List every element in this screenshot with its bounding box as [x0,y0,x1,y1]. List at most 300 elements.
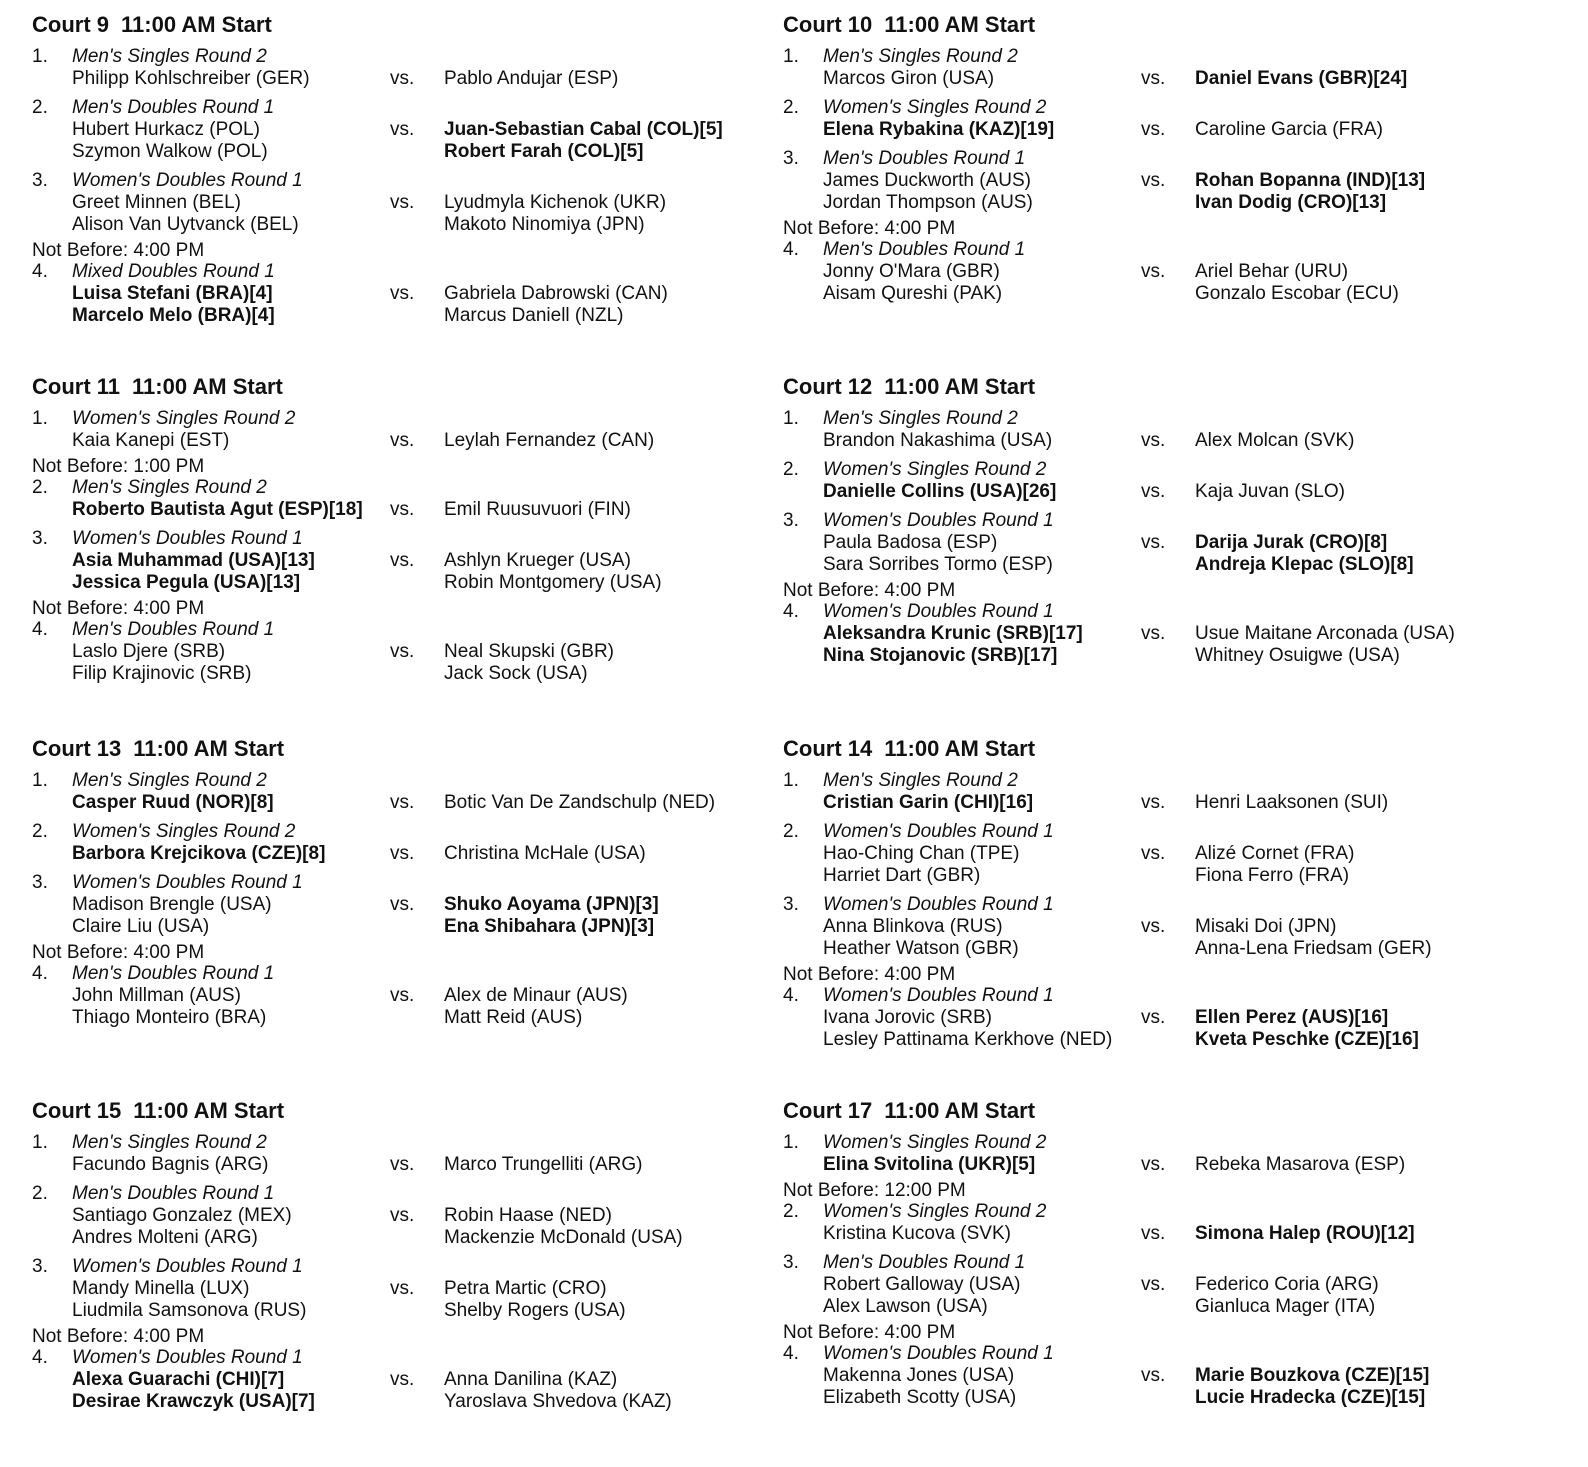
team-a [823,1007,1112,1051]
matchup [32,843,792,865]
player-name: Makoto Ninomiya (JPN) [444,214,645,235]
team-a [823,430,1052,452]
matchup [32,283,792,327]
matchup [32,430,792,452]
match-header [783,459,1543,481]
court-start-time: 11:00 AM Start [132,374,283,399]
match-number: 2. [32,97,48,118]
event-name: Men's Doubles Round 1 [72,619,275,640]
seeded-player-name: Elina Svitolina (UKR)[5] [823,1154,1036,1175]
seeded-player-name: Desirae Krawczyk (USA)[7] [72,1391,315,1412]
matchup [32,985,792,1029]
player-name: Madison Brengle (USA) [72,894,272,915]
event-name: Women's Doubles Round 1 [823,1343,1054,1364]
match-header [783,1201,1543,1223]
player-name: Andres Molteni (ARG) [72,1227,258,1248]
player-name: Petra Martic (CRO) [444,1278,607,1299]
match-number: 1. [32,46,48,67]
versus-label: vs. [390,550,415,571]
team-a [72,68,310,90]
matchup [32,192,792,236]
player-name: Leylah Fernandez (CAN) [444,430,655,451]
player-name: John Millman (AUS) [72,985,241,1006]
player-name: Robin Haase (NED) [444,1205,612,1226]
match-number: 3. [783,148,799,169]
team-b [1195,916,1432,960]
event-name: Women's Doubles Round 1 [72,872,303,893]
match-entry [32,963,792,1029]
team-b [1195,1007,1419,1051]
match-entry [783,1252,1543,1318]
team-a [823,843,1019,887]
matchup [783,481,1543,503]
matchup [32,1205,792,1249]
court-name: Court 10 [783,12,873,37]
seeded-player-name: Roberto Bautista Agut (ESP)[18] [72,499,363,520]
court-name: Court 9 [32,12,109,37]
match-entry [32,872,792,938]
match-entry [783,1201,1543,1245]
match-entry [783,459,1543,503]
matchup [783,843,1543,887]
player-name: Marcos Giron (USA) [823,68,995,89]
court-block [32,374,792,692]
match-header [32,170,792,192]
player-name: Greet Minnen (BEL) [72,192,241,213]
versus-label: vs. [1141,430,1166,451]
player-name: Alizé Cornet (FRA) [1195,843,1355,864]
player-name: Hubert Hurkacz (POL) [72,119,260,140]
player-name: Heather Watson (GBR) [823,938,1019,959]
versus-label: vs. [1141,532,1166,553]
versus-label: vs. [390,843,415,864]
seeded-player-name: Ivan Dodig (CRO)[13] [1195,192,1387,213]
matchup [32,641,792,685]
team-b [1195,1274,1379,1318]
event-name: Women's Singles Round 2 [823,1132,1047,1153]
team-b [444,1205,683,1249]
event-name: Men's Doubles Round 1 [72,1183,275,1204]
match-number: 1. [783,770,799,791]
team-b [1195,261,1399,305]
player-name: Jack Sock (USA) [444,663,588,684]
court-name: Court 15 [32,1098,122,1123]
versus-label: vs. [390,68,415,89]
team-a [72,1205,292,1249]
seeded-player-name: Andreja Klepac (SLO)[8] [1195,554,1414,575]
event-name: Women's Singles Round 2 [823,459,1047,480]
match-header [783,1343,1543,1365]
court-block [783,374,1543,674]
versus-label: vs. [390,283,415,304]
player-name: Yaroslava Shvedova (KAZ) [444,1391,672,1412]
player-name: Usue Maitane Arconada (USA) [1195,623,1455,644]
matchup [783,1274,1543,1318]
match-entry [783,148,1543,214]
match-number: 2. [32,477,48,498]
match-entry [32,821,792,865]
player-name: Ivana Jorovic (SRB) [823,1007,992,1028]
event-name: Women's Doubles Round 1 [72,1347,303,1368]
court-title [32,736,792,762]
seeded-player-name: Barbora Krejcikova (CZE)[8] [72,843,326,864]
seeded-player-name: Danielle Collins (USA)[26] [823,481,1057,502]
team-b [1195,532,1414,576]
seeded-player-name: Robert Farah (COL)[5] [444,141,644,162]
team-b [444,68,618,90]
match-number: 3. [783,1252,799,1273]
player-name: Whitney Osuigwe (USA) [1195,645,1400,666]
player-name: Kaia Kanepi (EST) [72,430,230,451]
player-name: Paula Badosa (ESP) [823,532,998,553]
seeded-player-name: Nina Stojanovic (SRB)[17] [823,645,1058,666]
match-entry [32,261,792,327]
match-number: 3. [32,528,48,549]
match-entry [32,408,792,452]
event-name: Men's Doubles Round 1 [823,239,1026,260]
court-start-time: 11:00 AM Start [884,12,1036,37]
seeded-player-name: Shuko Aoyama (JPN)[3] [444,894,659,915]
team-b [444,985,628,1029]
team-b [1195,843,1354,887]
match-number: 4. [783,985,799,1006]
match-entry [783,985,1543,1051]
seeded-player-name: Darija Jurak (CRO)[8] [1195,532,1388,553]
not-before-time: Not Before: 4:00 PM [32,240,205,261]
not-before-time: Not Before: 4:00 PM [783,580,956,601]
match-header [783,985,1543,1007]
player-name: Facundo Bagnis (ARG) [72,1154,269,1175]
match-number: 4. [783,239,799,260]
player-name: Laslo Djere (SRB) [72,641,226,662]
matchup [783,1154,1543,1176]
match-header [783,46,1543,68]
player-name: Alex Molcan (SVK) [1195,430,1355,451]
team-a [823,481,1056,503]
match-header [783,510,1543,532]
versus-label: vs. [1141,1365,1166,1386]
team-a [72,119,268,163]
match-header [32,821,792,843]
team-b [444,192,666,236]
match-header [783,1132,1543,1154]
team-a [72,550,315,594]
player-name: Filip Krajinovic (SRB) [72,663,252,684]
player-name: Ashlyn Krueger (USA) [444,550,631,571]
match-header [32,528,792,550]
match-header [32,261,792,283]
court-title [783,374,1543,400]
court-block [32,736,792,1036]
player-name: Robin Montgomery (USA) [444,572,662,593]
event-name: Men's Singles Round 2 [823,408,1018,429]
team-a [823,170,1033,214]
event-name: Women's Singles Round 2 [72,408,296,429]
match-header [783,408,1543,430]
court-name: Court 14 [783,736,873,761]
match-header [32,408,792,430]
match-number: 3. [783,510,799,531]
match-header [32,1132,792,1154]
player-name: James Duckworth (AUS) [823,170,1031,191]
player-name: Lesley Pattinama Kerkhove (NED) [823,1029,1113,1050]
team-a [72,499,363,521]
court-block [32,12,792,334]
player-name: Robert Galloway (USA) [823,1274,1021,1295]
seeded-player-name: Juan-Sebastian Cabal (COL)[5] [444,119,723,140]
seeded-player-name: Simona Halep (ROU)[12] [1195,1223,1415,1244]
event-name: Men's Doubles Round 1 [823,1252,1026,1273]
event-name: Men's Doubles Round 1 [72,97,275,118]
not-before-time: Not Before: 4:00 PM [32,598,205,619]
match-entry [32,1256,792,1322]
event-name: Women's Singles Round 2 [823,97,1047,118]
match-header [32,46,792,68]
player-name: Thiago Monteiro (BRA) [72,1007,267,1028]
matchup [783,68,1543,90]
not-before-time: Not Before: 4:00 PM [32,942,205,963]
player-name: Matt Reid (AUS) [444,1007,583,1028]
matchup [783,623,1543,667]
event-name: Women's Doubles Round 1 [72,170,303,191]
matchup [783,792,1543,814]
court-name: Court 11 [32,374,121,399]
event-name: Women's Doubles Round 1 [823,510,1054,531]
matchup [783,1365,1543,1409]
not-before-time: Not Before: 4:00 PM [32,1326,205,1347]
team-b [1195,623,1455,667]
versus-label: vs. [390,1278,415,1299]
team-a [72,985,266,1029]
match-entry [783,46,1543,90]
match-number: 3. [783,894,799,915]
match-number: 1. [783,46,799,67]
player-name: Kaja Juvan (SLO) [1195,481,1345,502]
team-b [444,843,646,865]
match-number: 3. [32,170,48,191]
team-a [823,1223,1011,1245]
court-block [783,12,1543,312]
seeded-player-name: Marie Bouzkova (CZE)[15] [1195,1365,1430,1386]
matchup [32,119,792,163]
player-name: Lyudmyla Kichenok (UKR) [444,192,667,213]
player-name: Claire Liu (USA) [72,916,210,937]
versus-label: vs. [1141,843,1166,864]
court-title [32,12,792,38]
match-entry [783,510,1543,576]
court-title [32,1098,792,1124]
match-header [32,963,792,985]
player-name: Aisam Qureshi (PAK) [823,283,1003,304]
team-a [72,894,272,938]
matchup [783,261,1543,305]
match-entry [32,170,792,236]
court-name: Court 12 [783,374,873,399]
versus-label: vs. [1141,481,1166,502]
match-entry [32,528,792,594]
versus-label: vs. [1141,1274,1166,1295]
team-b [444,1278,626,1322]
player-name: Santiago Gonzalez (MEX) [72,1205,292,1226]
versus-label: vs. [1141,916,1166,937]
match-header [32,619,792,641]
court-start-time: 11:00 AM Start [884,736,1036,761]
player-name: Mandy Minella (LUX) [72,1278,250,1299]
matchup [32,550,792,594]
team-a [823,1154,1035,1176]
matchup [32,792,792,814]
team-a [823,261,1002,305]
match-header [32,770,792,792]
team-b [1195,170,1425,214]
player-name: Szymon Walkow (POL) [72,141,268,162]
matchup [783,119,1543,141]
match-header [783,894,1543,916]
match-number: 4. [32,963,48,984]
match-entry [783,1132,1543,1176]
match-entry [32,97,792,163]
event-name: Men's Singles Round 2 [823,46,1018,67]
matchup [32,894,792,938]
seeded-player-name: Ellen Perez (AUS)[16] [1195,1007,1389,1028]
match-header [783,601,1543,623]
court-start-time: 11:00 AM Start [133,1098,285,1123]
match-header [783,239,1543,261]
court-block [783,1098,1543,1416]
versus-label: vs. [390,1154,415,1175]
seeded-player-name: Rohan Bopanna (IND)[13] [1195,170,1426,191]
event-name: Men's Singles Round 2 [72,770,267,791]
player-name: Marcus Daniell (NZL) [444,305,624,326]
seeded-player-name: Kveta Peschke (CZE)[16] [1195,1029,1419,1050]
team-b [444,894,659,938]
player-name: Jonny O'Mara (GBR) [823,261,1000,282]
court-name: Court 17 [783,1098,873,1123]
court-name: Court 13 [32,736,122,761]
player-name: Ariel Behar (URU) [1195,261,1349,282]
versus-label: vs. [390,792,415,813]
versus-label: vs. [1141,170,1166,191]
player-name: Liudmila Samsonova (RUS) [72,1300,307,1321]
seeded-player-name: Ena Shibahara (JPN)[3] [444,916,655,937]
match-header [32,872,792,894]
matchup [783,916,1543,960]
player-name: Mackenzie McDonald (USA) [444,1227,683,1248]
versus-label: vs. [1141,68,1166,89]
team-b [444,550,662,594]
matchup [32,499,792,521]
team-b [1195,68,1407,90]
event-name: Women's Doubles Round 1 [823,821,1054,842]
player-name: Shelby Rogers (USA) [444,1300,626,1321]
player-name: Caroline Garcia (FRA) [1195,119,1383,140]
team-a [823,623,1083,667]
player-name: Gonzalo Escobar (ECU) [1195,283,1399,304]
match-entry [783,408,1543,452]
player-name: Gianluca Mager (ITA) [1195,1296,1376,1317]
event-name: Men's Singles Round 2 [823,770,1018,791]
match-header [783,821,1543,843]
player-name: Alex Lawson (USA) [823,1296,988,1317]
match-number: 2. [783,1201,799,1222]
player-name: Misaki Doi (JPN) [1195,916,1337,937]
team-b [444,499,631,521]
versus-label: vs. [390,894,415,915]
match-header [32,1256,792,1278]
match-number: 4. [32,619,48,640]
seeded-player-name: Asia Muhammad (USA)[13] [72,550,315,571]
versus-label: vs. [390,641,415,662]
match-entry [783,1343,1543,1409]
versus-label: vs. [1141,792,1166,813]
event-name: Women's Singles Round 2 [823,1201,1047,1222]
player-name: Jordan Thompson (AUS) [823,192,1033,213]
match-number: 2. [32,821,48,842]
match-entry [32,619,792,685]
player-name: Henri Laaksonen (SUI) [1195,792,1389,813]
team-a [72,283,275,327]
match-entry [32,1132,792,1176]
match-number: 4. [32,1347,48,1368]
match-entry [783,601,1543,667]
seeded-player-name: Luisa Stefani (BRA)[4] [72,283,273,304]
match-number: 1. [32,770,48,791]
match-header [783,148,1543,170]
court-start-time: 11:00 AM Start [133,736,285,761]
match-entry [32,1347,792,1413]
match-entry [32,477,792,521]
not-before-time: Not Before: 4:00 PM [783,218,956,239]
player-name: Anna Danilina (KAZ) [444,1369,618,1390]
team-a [72,430,229,452]
team-a [72,792,274,814]
match-entry [783,894,1543,960]
versus-label: vs. [390,430,415,451]
court-title [32,374,792,400]
court-block [32,1098,792,1420]
seeded-player-name: Marcelo Melo (BRA)[4] [72,305,275,326]
versus-label: vs. [390,985,415,1006]
match-entry [783,821,1543,887]
match-number: 2. [783,821,799,842]
player-name: Anna-Lena Friedsam (GER) [1195,938,1432,959]
match-number: 4. [783,1343,799,1364]
team-b [1195,1223,1415,1245]
court-title [783,736,1543,762]
team-b [1195,1365,1429,1409]
player-name: Neal Skupski (GBR) [444,641,614,662]
matchup [32,1278,792,1322]
match-header [783,770,1543,792]
versus-label: vs. [390,1205,415,1226]
versus-label: vs. [390,192,415,213]
seeded-player-name: Aleksandra Krunic (SRB)[17] [823,623,1083,644]
versus-label: vs. [1141,119,1166,140]
seeded-player-name: Casper Ruud (NOR)[8] [72,792,274,813]
match-number: 1. [783,408,799,429]
event-name: Women's Doubles Round 1 [823,894,1054,915]
match-header [783,97,1543,119]
player-name: Gabriela Dabrowski (CAN) [444,283,668,304]
team-a [72,1154,268,1176]
event-name: Women's Doubles Round 1 [823,601,1054,622]
court-block [783,736,1543,1058]
team-b [444,1154,643,1176]
versus-label: vs. [390,1369,415,1390]
matchup [783,1223,1543,1245]
player-name: Brandon Nakashima (USA) [823,430,1053,451]
match-number: 2. [783,459,799,480]
